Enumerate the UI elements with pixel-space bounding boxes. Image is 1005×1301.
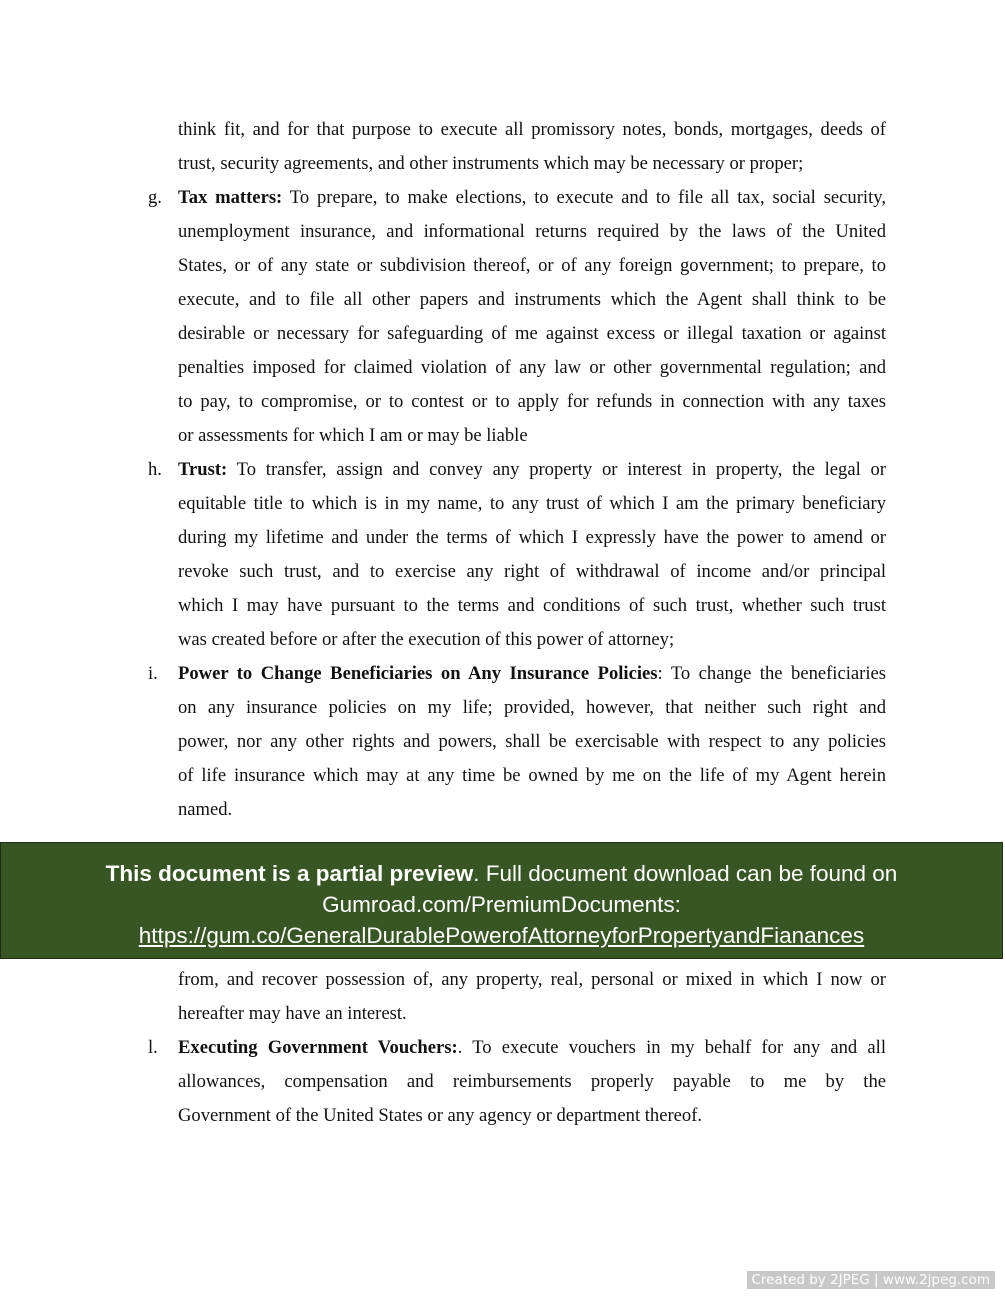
line-text [178, 623, 886, 657]
document-body-bottom [148, 963, 886, 1133]
line-content: power, nor any other rights and powers, shall be exercisable with respect to any policies [178, 731, 886, 752]
line-text [178, 1031, 886, 1065]
line-text [178, 487, 886, 521]
line-content: Government of the United States or any agency or department thereof. [178, 1105, 703, 1126]
text-line [148, 113, 886, 147]
text-line [148, 1031, 886, 1065]
item-heading: Power to Change Beneficiaries on Any Insurance Policies [178, 663, 658, 684]
text-line [148, 215, 886, 249]
line-content: execute, and to file all other papers and instruments which the Agent shall think to be [178, 289, 886, 310]
line-text [178, 249, 886, 283]
text-line [148, 623, 886, 657]
line-content: which I may have pursuant to the terms and conditions of such trust, whether such trust [178, 595, 886, 616]
text-line [148, 963, 886, 997]
line-content: desirable or necessary for safeguarding of me against excess or illegal taxation or against [178, 323, 886, 344]
line-text [178, 215, 886, 249]
item-label: l. [148, 1037, 158, 1058]
line-text [178, 657, 886, 691]
line-text [178, 963, 886, 997]
text-line [148, 487, 886, 521]
item-label: i. [148, 663, 158, 684]
line-content: To prepare, to make elections, to execute and to file all tax, social security, [282, 187, 886, 208]
line-content: trust, security agreements, and other instruments which may be necessary or proper; [178, 153, 804, 174]
line-content: was created before or after the execution of this power of attorney; [178, 629, 675, 650]
line-text [178, 555, 886, 589]
line-text [178, 521, 886, 555]
text-line [148, 793, 886, 827]
gumroad-link[interactable]: https://gum.co/GeneralDurablePowerofAttorneyforPropertyandFianances [138, 923, 865, 948]
line-text [178, 317, 886, 351]
text-line [148, 521, 886, 555]
line-text [178, 997, 886, 1031]
line-text [178, 147, 886, 181]
line-text [178, 725, 886, 759]
line-content: . To execute vouchers in my behalf for any and all [457, 1037, 886, 1058]
line-text [178, 1099, 886, 1133]
text-line [148, 725, 886, 759]
line-content: To transfer, assign and convey any property or interest in property, the legal or [227, 459, 886, 480]
document-body-top [148, 113, 886, 827]
line-content: penalties imposed for claimed violation of any law or other governmental regulation; and [178, 357, 886, 378]
banner-line2: Gumroad.com/PremiumDocuments: [322, 892, 681, 917]
text-line [148, 453, 886, 487]
line-content: on any insurance policies on my life; provided, however, that neither such right and [178, 697, 886, 718]
text-line [148, 1065, 886, 1099]
line-content: from, and recover possession of, any property, real, personal or mixed in which I now or [178, 969, 886, 990]
text-line [148, 1099, 886, 1133]
line-text [178, 453, 886, 487]
line-text [178, 181, 886, 215]
text-line [148, 997, 886, 1031]
line-text [178, 691, 886, 725]
line-content: of life insurance which may at any time be owned by me on the life of my Agent herein [178, 765, 886, 786]
line-text [178, 793, 886, 827]
text-line [148, 283, 886, 317]
line-text [178, 1065, 886, 1099]
item-heading: Trust: [178, 459, 228, 480]
item-heading: Executing Government Vouchers: [178, 1037, 458, 1058]
text-line [148, 691, 886, 725]
text-line [148, 249, 886, 283]
line-content: : To change the beneficiaries [657, 663, 886, 684]
line-content: or assessments for which I am or may be liable [178, 425, 528, 446]
line-content: hereafter may have an interest. [178, 1003, 407, 1024]
line-content: named. [178, 799, 233, 820]
text-line [148, 351, 886, 385]
line-text [178, 113, 886, 147]
line-text [178, 419, 886, 453]
line-content: to pay, to compromise, or to contest or to apply for refunds in connection with any taxes [178, 391, 886, 412]
line-text [178, 589, 886, 623]
preview-banner [0, 842, 1003, 959]
text-line [148, 555, 886, 589]
watermark: Created by 2JPEG | www.2jpeg.com [747, 1271, 996, 1289]
line-content: revoke such trust, and to exercise any right of withdrawal of income and/or principal [178, 561, 886, 582]
text-line [148, 181, 886, 215]
line-text [178, 385, 886, 419]
line-text [178, 759, 886, 793]
item-label: h. [148, 459, 162, 480]
item-heading: Tax matters: [178, 187, 283, 208]
line-content: equitable title to which is in my name, to any trust of which I am the primary beneficiary [178, 493, 886, 514]
text-line [148, 759, 886, 793]
text-line [148, 385, 886, 419]
line-text [178, 351, 886, 385]
line-content: during my lifetime and under the terms of which I expressly have the power to amend or [178, 527, 886, 548]
text-line [148, 657, 886, 691]
line-text [178, 283, 886, 317]
line-content: allowances, compensation and reimbursements properly payable to me by the [178, 1071, 886, 1092]
text-line [148, 317, 886, 351]
banner-bold-text: This document is a partial preview [105, 861, 474, 886]
line-content: States, or of any state or subdivision thereof, or of any foreign government; to prepare, to [178, 255, 886, 276]
banner-text: . Full document download can be found on [473, 861, 898, 886]
text-line [148, 419, 886, 453]
text-line [148, 589, 886, 623]
item-label: g. [148, 187, 162, 208]
line-content: unemployment insurance, and informational returns required by the laws of the United [178, 221, 886, 242]
text-line [148, 147, 886, 181]
line-content: think fit, and for that purpose to execute all promissory notes, bonds, mortgages, deeds of [178, 119, 886, 140]
